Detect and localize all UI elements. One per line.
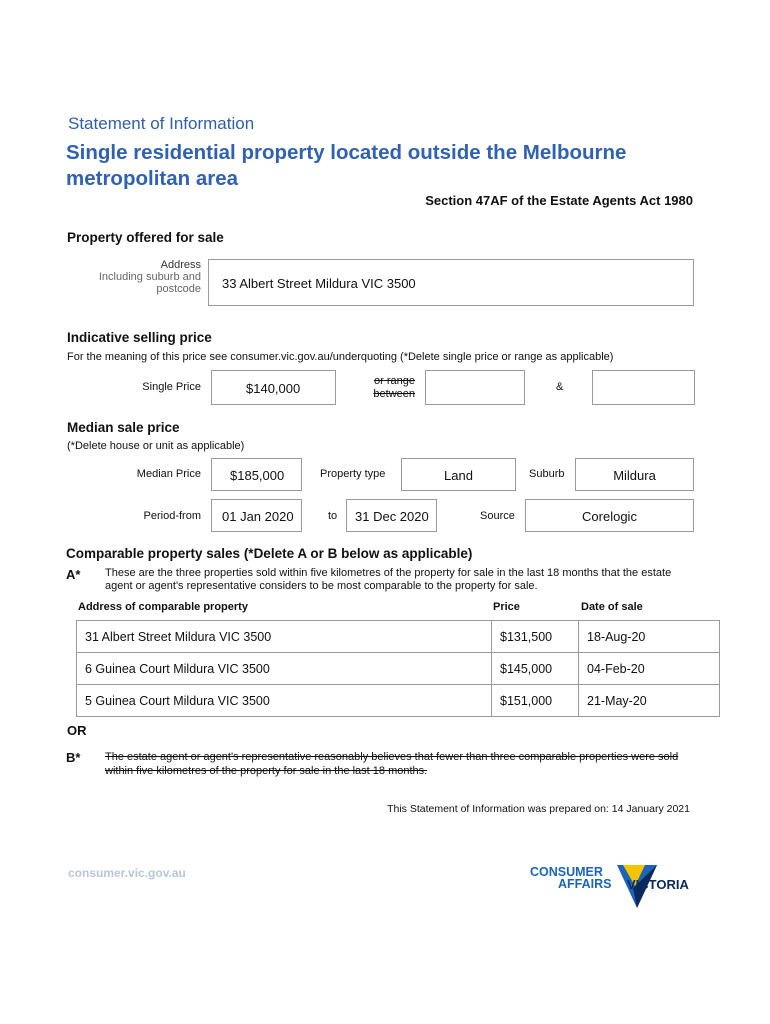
median-price-value: $185,000 xyxy=(230,468,285,483)
source-field[interactable] xyxy=(525,499,694,532)
option-b-text: The estate agent or agent's representative reasonably believes that fewer than three comparable properties were sold within five kilometres of the property for sale in the last 18 months. xyxy=(105,751,679,777)
address-label-line3: postcode xyxy=(156,283,201,295)
property-type-value: Land xyxy=(444,468,473,483)
comp-address-cell[interactable]: 6 Guinea Court Mildura VIC 3500 xyxy=(77,653,492,685)
col-address-header: Address of comparable property xyxy=(78,601,248,613)
range-label xyxy=(355,375,415,401)
period-from-label: Period-from xyxy=(143,510,201,522)
range-to-field[interactable] xyxy=(592,370,695,405)
single-price-field[interactable] xyxy=(211,370,336,405)
median-heading: Median sale price xyxy=(67,420,180,435)
median-note: (*Delete house or unit as applicable) xyxy=(67,440,245,452)
option-a-text: These are the three properties sold within five kilometres of the property for sale in the last 18 months that the estate agent or agent's representative considers to be most comparable to the property for sale. xyxy=(105,567,672,592)
address-label-line2: Including suburb and xyxy=(98,271,201,283)
website-link[interactable]: consumer.vic.gov.au xyxy=(68,866,186,880)
comp-date-cell[interactable]: 04-Feb-20 xyxy=(579,653,720,685)
col-date-header: Date of sale xyxy=(581,601,643,613)
comp-price-cell[interactable]: $145,000 xyxy=(492,653,579,685)
period-to-field[interactable] xyxy=(346,499,437,532)
comparable-heading: Comparable property sales (*Delete A or B below as applicable) xyxy=(66,546,473,561)
period-from-field[interactable] xyxy=(211,499,302,532)
comp-address-cell[interactable]: 5 Guinea Court Mildura VIC 3500 xyxy=(77,685,492,717)
single-price-label: Single Price xyxy=(142,381,201,393)
range-label-line1: or range xyxy=(374,375,415,387)
comp-date-cell[interactable]: 18-Aug-20 xyxy=(579,621,720,653)
period-to-value: 31 Dec 2020 xyxy=(355,509,429,524)
range-label-line2: between xyxy=(373,388,415,400)
comp-price-cell[interactable]: $151,000 xyxy=(492,685,579,717)
property-heading: Property offered for sale xyxy=(67,230,224,245)
median-price-field[interactable] xyxy=(211,458,302,491)
logo-text-affairs: AFFAIRS xyxy=(558,877,612,891)
source-label: Source xyxy=(480,510,515,522)
option-a-marker: A* xyxy=(66,567,81,582)
col-price-header: Price xyxy=(493,601,520,613)
or-label: OR xyxy=(67,723,87,738)
to-label: to xyxy=(328,510,338,522)
property-type-label: Property type xyxy=(320,468,386,480)
option-b-marker: B* xyxy=(66,750,81,765)
consumer-affairs-logo xyxy=(530,861,700,913)
document-subtitle: Statement of Information xyxy=(68,114,255,133)
indicative-heading: Indicative selling price xyxy=(67,330,212,345)
comparable-table xyxy=(76,620,720,717)
indicative-note: For the meaning of this price see consumer.vic.gov.au/underquoting (*Delete single price or range as applicable) xyxy=(67,351,614,363)
address-field[interactable] xyxy=(208,259,694,306)
suburb-value: Mildura xyxy=(613,468,656,483)
and-label: & xyxy=(556,381,564,393)
suburb-field[interactable] xyxy=(575,458,694,491)
range-from-field[interactable] xyxy=(425,370,525,405)
address-label xyxy=(80,259,201,295)
suburb-label: Suburb xyxy=(529,468,565,480)
comp-date-cell[interactable]: 21-May-20 xyxy=(579,685,720,717)
logo-text-victoria: VICTORIA xyxy=(627,877,689,892)
source-value: Corelogic xyxy=(582,509,637,524)
single-price-value: $140,000 xyxy=(246,381,301,396)
address-value: 33 Albert Street Mildura VIC 3500 xyxy=(222,276,416,291)
section-reference: Section 47AF of the Estate Agents Act 1980 xyxy=(425,193,693,208)
median-price-label: Median Price xyxy=(136,468,201,480)
address-label-line1: Address xyxy=(160,259,201,271)
table-row xyxy=(77,653,720,685)
table-row xyxy=(77,685,720,717)
property-type-field[interactable] xyxy=(401,458,516,491)
document-title: Single residential property located outside the Melbourne metropolitan area xyxy=(66,141,627,190)
period-from-value: 01 Jan 2020 xyxy=(222,509,294,524)
table-row xyxy=(77,621,720,653)
logo-text-consumer: CONSUMER xyxy=(530,865,603,879)
comp-price-cell[interactable]: $131,500 xyxy=(492,621,579,653)
prepared-date: This Statement of Information was prepared on: 14 January 2021 xyxy=(387,803,690,815)
comp-address-cell[interactable]: 31 Albert Street Mildura VIC 3500 xyxy=(77,621,492,653)
